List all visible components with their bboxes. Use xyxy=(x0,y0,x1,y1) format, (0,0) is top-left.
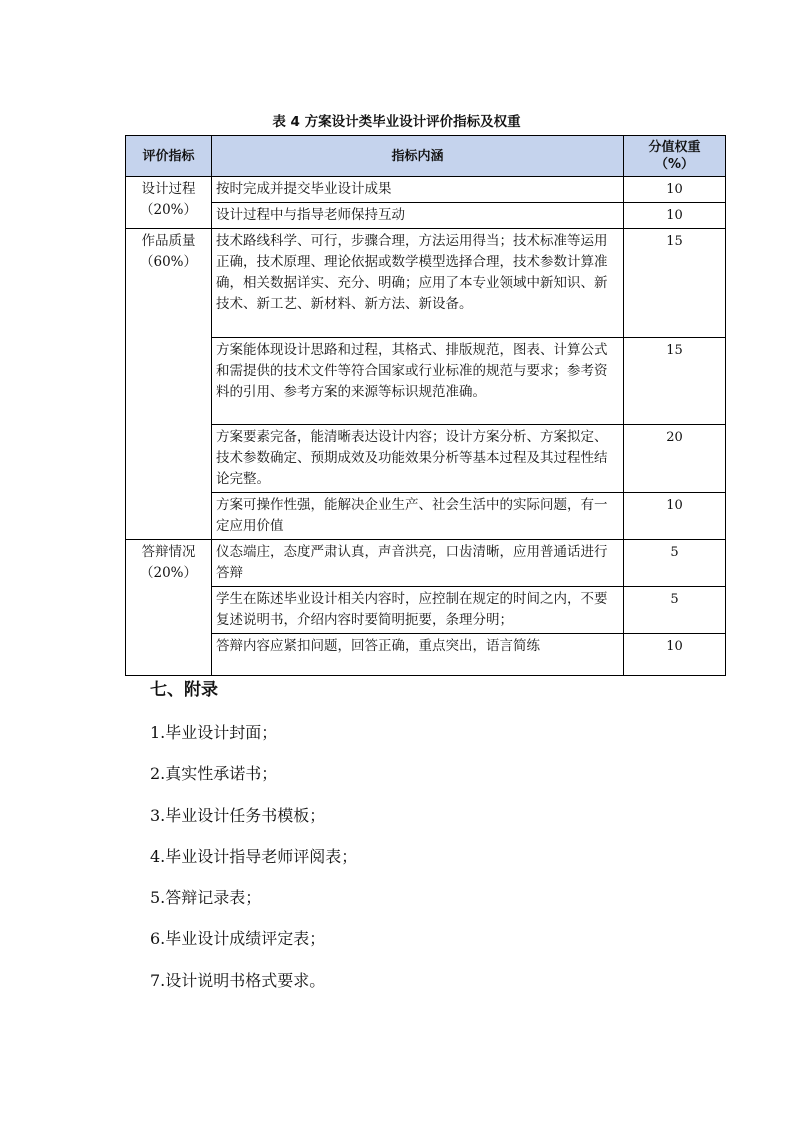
list-item: 5.答辩记录表； xyxy=(150,888,262,908)
weight-cell: 15 xyxy=(624,338,726,425)
weight-cell: 20 xyxy=(624,425,726,493)
content-cell: 按时完成并提交毕业设计成果 xyxy=(212,177,624,203)
content-cell: 技术路线科学、可行，步骤合理，方法运用得当；技术标准等运用正确，技术原理、理论依据或数学模型选择合理，技术参数计算准确，相关数据详实、充分、明确；应用了本专业领域中新知识、新技术、新工艺、新材料、新方法、新设备。 xyxy=(212,229,624,338)
list-item: 3.毕业设计任务书模板； xyxy=(150,805,326,825)
header-content: 指标内涵 xyxy=(212,136,624,177)
table-row xyxy=(126,338,726,425)
indicator-cell-process xyxy=(126,177,212,229)
weight-cell: 10 xyxy=(624,493,726,540)
header-weight xyxy=(624,136,726,177)
content-cell: 方案可操作性强，能解决企业生产、社会生活中的实际问题，有一定应用价值 xyxy=(212,493,624,540)
list-item: 1.毕业设计封面； xyxy=(150,723,278,742)
content-cell: 学生在陈述毕业设计相关内容时，应控制在规定的时间之内，不要复述说明书，介绍内容时要简明扼要，条理分明； xyxy=(212,587,624,634)
header-weight-line2: （%） xyxy=(654,157,695,172)
table-row xyxy=(126,177,726,203)
weight-cell: 10 xyxy=(624,177,726,203)
header-weight-line1: 分值权重 xyxy=(648,140,701,155)
indicator-percent: （20%） xyxy=(139,565,197,581)
indicator-name: 设计过程 xyxy=(141,181,196,197)
evaluation-table xyxy=(125,135,726,676)
indicator-percent: （60%） xyxy=(139,254,197,270)
weight-cell: 5 xyxy=(624,540,726,587)
list-item: 2.真实性承诺书； xyxy=(150,764,278,784)
weight-cell: 5 xyxy=(624,587,726,634)
table-row xyxy=(126,425,726,493)
list-item: 7.设计说明书格式要求。 xyxy=(150,970,326,990)
table-caption: 表 4 方案设计类毕业设计评价指标及权重 xyxy=(272,114,521,130)
weight-cell: 15 xyxy=(624,229,726,338)
list-item: 6.毕业设计成绩评定表； xyxy=(150,929,326,949)
section-title: 七、附录 xyxy=(150,680,218,700)
indicator-cell-quality xyxy=(126,229,212,540)
weight-cell: 10 xyxy=(624,634,726,676)
content-cell: 设计过程中与指导老师保持互动 xyxy=(212,203,624,229)
table-header-row xyxy=(126,136,726,177)
table-row xyxy=(126,493,726,540)
header-indicator: 评价指标 xyxy=(126,136,212,177)
content-cell: 仪态端庄，态度严肃认真，声音洪亮，口齿清晰，应用普通话进行答辩 xyxy=(212,540,624,587)
table-row xyxy=(126,229,726,338)
content-cell: 方案要素完备，能清晰表达设计内容；设计方案分析、方案拟定、技术参数确定、预期成效及功能效果分析等基本过程及其过程性结论完整。 xyxy=(212,425,624,493)
table-row xyxy=(126,203,726,229)
content-cell: 答辩内容应紧扣问题，回答正确，重点突出，语言简练 xyxy=(212,634,624,676)
weight-cell: 10 xyxy=(624,203,726,229)
table-row xyxy=(126,634,726,676)
indicator-name: 答辩情况 xyxy=(141,544,196,560)
content-cell: 方案能体现设计思路和过程，其格式、排版规范，图表、计算公式和需提供的技术文件等符合国家或行业标准的规范与要求；参考资料的引用、参考方案的来源等标识规范准确。 xyxy=(212,338,624,425)
appendix-list xyxy=(150,722,357,1011)
indicator-cell-defense xyxy=(126,540,212,676)
indicator-name: 作品质量 xyxy=(141,233,196,249)
table-row xyxy=(126,587,726,634)
table-row xyxy=(126,540,726,587)
list-item: 4.毕业设计指导老师评阅表； xyxy=(150,846,358,866)
indicator-percent: （20%） xyxy=(139,202,197,218)
